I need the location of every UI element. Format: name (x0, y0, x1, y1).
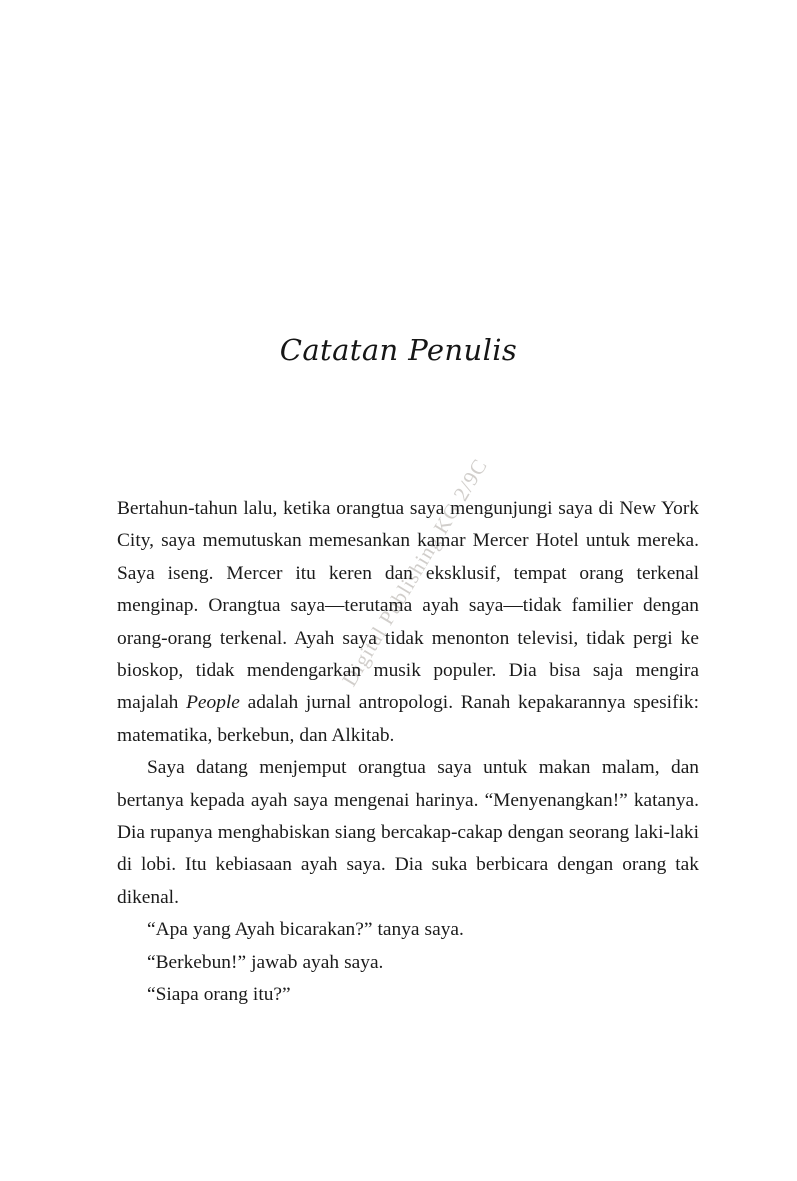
paragraph-5-dialogue-question: “Siapa orang itu?” (147, 984, 291, 1006)
paragraph-2: Saya datang menjemput orangtua saya untuk makan malam, dan bertanya kepada ayah saya mengenai harinya. “Menyenangkan!” katanya. Dia rupanya menghabiskan siang bercakap-cakap dengan seorang laki-laki di lobi. Itu kebiasaan ayah saya. Dia suka berbicara dengan orang tak dikenal. (117, 757, 699, 908)
paragraph-1 (117, 493, 699, 752)
paragraph-1-tail: adalah jurnal antropologi. Ranah kepakarannya spesifik: matematika, berkebun, dan Alkitab. (117, 692, 700, 746)
body-text-column (117, 493, 699, 1012)
magazine-title-people: People (186, 692, 240, 714)
paragraph-3-dialogue-question: “Apa yang Ayah bicarakan?” tanya saya. (147, 919, 464, 941)
page-title: Catatan Penulis (279, 333, 518, 368)
watermark-text: Digital Publishing KG 2/9C (337, 454, 493, 691)
paragraph-4-dialogue-answer: “Berkebun!” jawab ayah saya. (147, 951, 384, 973)
chapter-title-block (0, 315, 797, 387)
paragraph-1-lead: Bertahun-tahun lalu, ketika orangtua saya mengunjungi saya di New York City, saya memutuskan memesankan kamar Mercer Hotel untuk mereka. Saya iseng. Mercer itu keren dan eksklusif, tempat orang terkenal menginap. Orangtua saya—terutama ayah saya—tidak familier dengan orang-orang terkenal. Ayah saya tidak menonton televisi, tidak pergi ke bioskop, tidak mendengarkan musik populer. Dia bisa saja mengira majalah (117, 498, 699, 714)
